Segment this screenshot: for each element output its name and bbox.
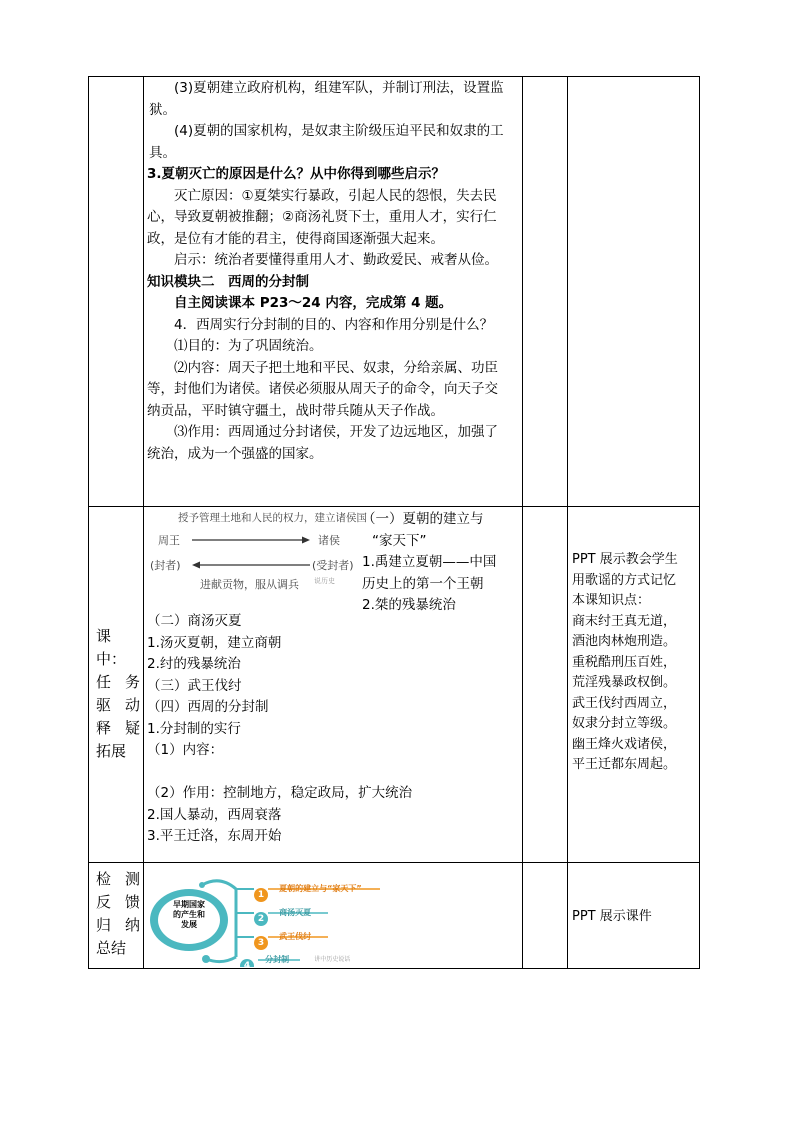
module-heading: 知识模块二 西周的分封制 [147, 273, 309, 290]
note-line: 奴隶分封立等级。 [572, 716, 677, 731]
label-line: 课中： [96, 627, 127, 668]
text-line: ⑴目的：为了巩固统治。 [174, 338, 323, 354]
outline-line: “家天下” [372, 532, 427, 549]
item-text: 商汤灭夏 [279, 908, 312, 917]
text-line: 狱。 [149, 101, 176, 118]
mindmap-item-3 [254, 930, 312, 948]
outline-line: 2.桀的残暴统治 [362, 597, 456, 613]
note-line: 重税酷刑压百姓， [572, 654, 677, 670]
outline-line: （三）武王伐纣 [147, 677, 242, 694]
outline-line: （四）西周的分封制 [147, 699, 269, 715]
note-line: 商末纣王真无道， [572, 613, 677, 629]
outline-line: 3.平王迁洛，东周开始 [147, 828, 282, 844]
outline-part-one [362, 509, 520, 617]
label-line: 归 纳 [96, 916, 140, 934]
mindmap-item-4 [240, 953, 350, 967]
text-line: 4．西周实行分封制的目的、内容和作用分别是什么？ [174, 316, 494, 333]
text-line: (3)夏朝建立政府机构，组建军队，并制订刑法，设置监 [174, 80, 504, 96]
center-line: 的产生和 [173, 910, 205, 919]
outline-line: 1.分封制的实行 [147, 720, 241, 737]
text-line: 启示：统治者要懂得重用人才、勤政爱民、戒奢从俭。 [174, 252, 498, 268]
mindmap-center [150, 889, 228, 951]
fengjian-diagram [150, 510, 367, 592]
number-badge: 2 [254, 912, 268, 926]
outline-line: （1）内容： [147, 742, 224, 758]
text-line: 等，封他们为诸侯。诸侯必须服从周天子的命令，向天子交 [147, 381, 498, 397]
col-line-left [88, 76, 89, 969]
diagram-left-sub: (封者) [150, 559, 181, 572]
row3-label [88, 868, 144, 960]
col-line-right [699, 76, 700, 969]
note-line: 酒池肉林炮刑造。 [572, 634, 677, 649]
item-text: 分封制 [265, 955, 290, 964]
outline-line: 1.汤灭夏朝，建立商朝 [147, 634, 282, 651]
diagram-left-label: 周王 [158, 534, 180, 547]
reading-task: 自主阅读课本 P23～24 内容，完成第 4 题。 [174, 295, 453, 311]
text-line: ⑵内容：周天子把土地和平民、奴隶，分给亲属、功臣 [174, 359, 498, 376]
diagram-right-label: 诸侯 [318, 534, 340, 547]
text-line: 纳贡品，平时镇守疆土，战时带兵随从天子作战。 [147, 402, 444, 419]
row1-content [147, 78, 519, 465]
col-line-3 [522, 76, 523, 969]
number-badge: 4 [240, 959, 254, 967]
outline-line: 1.禹建立夏朝——中国 [362, 554, 497, 570]
text-line: (4)夏朝的国家机构，是奴隶主阶级压迫平民和奴隶的工 [174, 123, 504, 139]
outline-line: （一）夏朝的建立与 [362, 511, 484, 527]
label-line: 任 务 [96, 673, 140, 691]
diagram-right-sub: (受封者) [312, 559, 354, 572]
row-divider-1 [88, 506, 700, 507]
center-line: 早期国家 [173, 900, 205, 909]
diagram-bottom-label: 进献贡物，服从调兵 [200, 578, 299, 591]
table-border-top [88, 76, 700, 77]
outline-line: 2.国人暴动，西周衰落 [147, 806, 282, 823]
diagram-watermark: 说历史 [314, 577, 335, 585]
note-line: 荒淫残暴政权倒。 [572, 675, 677, 690]
row2-notes [572, 550, 696, 776]
outline-blank [147, 762, 519, 784]
row3-notes [572, 906, 696, 928]
label-line: 驱 动 [96, 696, 140, 714]
note-line: PPT 展示教会学生 [572, 552, 678, 567]
mindmap-item-2 [254, 906, 312, 924]
label-line: 拓展 [96, 742, 127, 760]
col-line-4 [567, 76, 568, 969]
text-line: 具。 [149, 144, 176, 161]
summary-mindmap [150, 865, 410, 967]
note-line: 平王迁都东周起。 [572, 757, 677, 772]
row-divider-2 [88, 862, 700, 863]
table-border-bottom [88, 968, 700, 969]
outline-line: 历史上的第一个王朝 [362, 575, 484, 592]
note-line: 武王伐纣西周立， [572, 695, 677, 711]
outline-line: （二）商汤灭夏 [147, 613, 242, 629]
diagram-top-label: 授予管理土地和人民的权力，建立诸侯国 [178, 512, 367, 524]
text-line: 统治，成为一个强盛的国家。 [147, 445, 323, 462]
item-text: 武王伐纣 [279, 932, 312, 941]
text-line: 心，导致夏朝被推翻；②商汤礼贤下士，重用人才，实行仁 [147, 209, 497, 225]
label-line: 检 测 [96, 870, 140, 888]
note-line: 本课知识点： [572, 593, 651, 608]
center-line: 发展 [181, 920, 197, 929]
text-line: 政，是位有才能的君主，使得商国逐渐强大起来。 [147, 230, 444, 247]
note-line: 幽王烽火戏诸侯， [572, 736, 677, 752]
note-line: PPT 展示课件 [572, 909, 652, 924]
label-line: 反 馈 [96, 893, 140, 911]
outline-line: （2）作用：控制地方，稳定政局，扩大统治 [147, 785, 413, 801]
diagram-arrows [190, 534, 312, 574]
text-line: 灭亡原因：①夏桀实行暴政，引起人民的怨恨，失去民 [174, 187, 497, 204]
mindmap-item-1 [254, 882, 362, 900]
mindmap-watermark: 讲中历史说话 [314, 956, 351, 963]
col-line-2 [143, 76, 144, 969]
number-badge: 3 [254, 936, 268, 950]
label-line: 释 疑 [96, 719, 140, 737]
row2-label [88, 625, 144, 763]
text-line: ⑶作用：西周通过分封诸侯，开发了边远地区，加强了 [174, 424, 498, 440]
outline-rest [147, 611, 519, 848]
label-line: 总结 [96, 939, 127, 957]
outline-line: 2.纣的残暴统治 [147, 656, 241, 672]
item-text: 夏朝的建立与“家天下” [279, 884, 362, 893]
question-heading: 3.夏朝灭亡的原因是什么？从中你得到哪些启示？ [147, 166, 446, 182]
number-badge: 1 [254, 888, 268, 902]
note-line: 用歌谣的方式记忆 [572, 572, 677, 588]
